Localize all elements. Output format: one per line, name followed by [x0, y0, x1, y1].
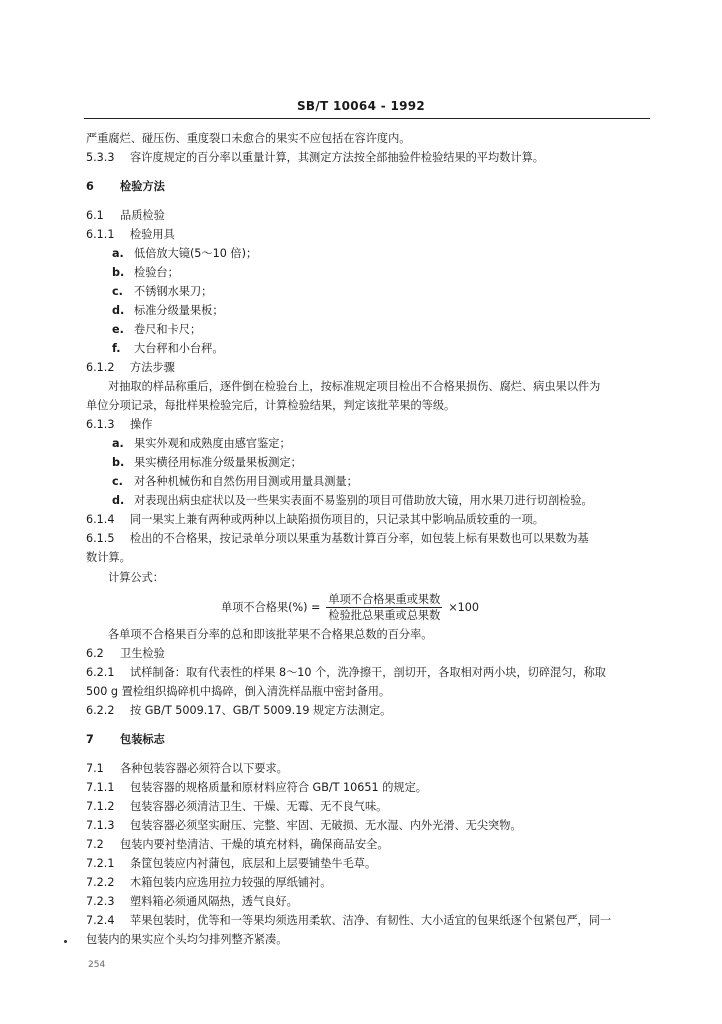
clause-6-1-4	[86, 513, 544, 527]
text-line: 单位分项记录，每批样果检验完后，计算检验结果，判定该批苹果的等级。	[86, 399, 456, 412]
clause-number: 7.1.3	[86, 819, 115, 832]
list-text: 果实外观和成熟度由感官鉴定；	[134, 437, 291, 450]
clause-7-2-2	[86, 876, 331, 890]
clause-text: 容许度规定的百分率以重量计算，其测定方法按全部抽验件检验结果的平均数计算。	[130, 151, 544, 164]
section-heading-7	[86, 733, 165, 747]
scan-mark	[64, 940, 67, 943]
clause-text: 各种包装容器必须符合以下要求。	[120, 762, 288, 775]
clause-text: 木箱包装内应选用拉力较强的厚纸铺衬。	[130, 876, 332, 889]
text-line: 包装内的果实应个头均匀排列整齐紧凑。	[86, 933, 288, 946]
standard-code-header: SB/T 10064 - 1992	[296, 99, 426, 113]
list-text: 低倍放大镜(5～10 倍)；	[134, 247, 258, 260]
list-item	[112, 285, 212, 299]
clause-number: 7.1.1	[86, 781, 115, 794]
clause-6-2-1	[86, 666, 606, 680]
list-letter: c.	[112, 475, 123, 488]
list-text: 检验台；	[134, 266, 179, 279]
clause-6-2	[86, 647, 165, 661]
list-letter: b.	[112, 456, 125, 469]
list-text: 不锈钢水果刀；	[134, 285, 213, 298]
clause-text: 检出的不合格果，按记录单分项以果重为基数计算百分率，如包装上标有果数也可以果数为基	[130, 532, 589, 545]
list-item	[112, 323, 201, 337]
clause-number: 6.1.3	[86, 418, 115, 431]
list-text: 标准分级量果板；	[134, 304, 224, 317]
formula-multiplier: ×100	[448, 600, 480, 614]
section-number: 6	[86, 180, 94, 193]
section-heading-6	[86, 180, 165, 194]
clause-number: 7.2.1	[86, 857, 115, 870]
clause-text: 包装容器必须坚实耐压、完整、牢固、无破损、无水湿、内外光滑、无尖突物。	[130, 819, 522, 832]
clause-7-2-3	[86, 895, 298, 909]
clause-text: 方法步骤	[130, 361, 175, 374]
list-letter: a.	[112, 247, 124, 260]
clause-number: 7.2.3	[86, 895, 115, 908]
clause-number: 6.2	[86, 647, 104, 660]
list-item	[112, 342, 224, 356]
clause-5-3-3	[86, 151, 544, 165]
clause-number: 7.2.2	[86, 876, 115, 889]
clause-number: 7.2.4	[86, 914, 115, 927]
clause-6-1-2	[86, 361, 175, 375]
clause-text: 包装内要衬垫清洁、干燥的填充材料，确保商品安全。	[120, 838, 389, 851]
clause-number: 7.1	[86, 762, 104, 775]
section-number: 7	[86, 733, 94, 746]
section-title: 包装标志	[120, 733, 165, 746]
list-text: 对各种机械伤和自然伤用目测或用量具测量；	[134, 475, 358, 488]
clause-6-1-5	[86, 532, 589, 546]
list-letter: d.	[112, 494, 125, 507]
list-letter: f.	[112, 342, 121, 355]
list-item	[112, 247, 257, 261]
clause-number: 6.2.1	[86, 666, 115, 679]
text-line: 500 g 置检组织捣碎机中捣碎，倒入清洗样品瓶中密封备用。	[86, 685, 391, 698]
clause-6-1-1	[86, 228, 175, 242]
clause-number: 5.3.3	[86, 151, 115, 164]
clause-7-1	[86, 762, 288, 776]
list-text: 卷尺和卡尺；	[134, 323, 202, 336]
clause-7-1-1	[86, 781, 427, 795]
formula-numerator: 单项不合格果重或果数	[328, 592, 441, 606]
clause-text: 同一果实上兼有两种或两种以上缺陷损伤项目的，只记录其中影响品质较重的一项。	[130, 513, 544, 526]
list-item	[112, 304, 224, 318]
page-number: 254	[88, 960, 106, 970]
clause-text: 包装容器必须清洁卫生、干燥、无霉、无不良气味。	[130, 800, 388, 813]
clause-6-1-3	[86, 418, 152, 432]
clause-text: 检验用具	[130, 228, 175, 241]
clause-7-2	[86, 838, 389, 852]
section-title: 检验方法	[120, 180, 165, 193]
text-line: 数计算。	[86, 551, 131, 564]
clause-number: 6.1	[86, 209, 104, 222]
list-letter: b.	[112, 266, 125, 279]
clause-number: 7.2	[86, 838, 104, 851]
clause-number: 6.1.4	[86, 513, 115, 526]
formula-denominator: 检验批总果重或总果数	[328, 608, 441, 622]
clause-text: 包装容器的规格质量和原材料应符合 GB/T 10651 的规定。	[130, 781, 427, 794]
list-item	[112, 456, 302, 470]
clause-6-1	[86, 209, 165, 223]
list-item	[112, 437, 291, 451]
list-letter: d.	[112, 304, 125, 317]
clause-text: 卫生检验	[120, 647, 165, 660]
clause-number: 6.1.5	[86, 532, 115, 545]
list-text: 大台秤和小台秤。	[134, 342, 224, 355]
formula-fraction	[326, 593, 442, 622]
list-item	[112, 475, 358, 489]
text-line: 各单项不合格果百分率的总和即该批苹果不合格果总数的百分率。	[108, 628, 433, 641]
clause-text: 苹果包装时，优等和一等果均须选用柔软、洁净、有韧性、大小适宜的包果纸逐个包紧包严，同一	[130, 914, 612, 927]
list-letter: a.	[112, 437, 124, 450]
clause-text: 品质检验	[120, 209, 165, 222]
text-line: 严重腐烂、碰压伤、重度裂口未愈合的果实不应包括在容许度内。	[86, 132, 411, 145]
formula-lhs: 单项不合格果(%) =	[221, 601, 321, 614]
list-letter: c.	[112, 285, 123, 298]
clause-text: 塑料箱必须通风隔热，透气良好。	[130, 895, 298, 908]
clause-7-2-4	[86, 914, 611, 928]
clause-6-2-2	[86, 704, 391, 718]
clause-number: 6.1.2	[86, 361, 115, 374]
clause-text: 操作	[130, 418, 153, 431]
clause-number: 6.1.1	[86, 228, 115, 241]
clause-text: 条筐包装应内衬蒲包，底层和上层要铺垫牛毛草。	[130, 857, 377, 870]
list-text: 果实横径用标准分级量果板测定；	[134, 456, 302, 469]
formula	[221, 592, 479, 622]
clause-text: 按 GB/T 5009.17、GB/T 5009.19 规定方法测定。	[130, 704, 392, 717]
clause-7-2-1	[86, 857, 376, 871]
list-letter: e.	[112, 323, 124, 336]
clause-number: 7.1.2	[86, 800, 115, 813]
text-line: 对抽取的样品称重后，逐件倒在检验台上，按标准规定项目检出不合格果损伤、腐烂、病虫果以件为	[108, 380, 601, 393]
list-item	[112, 266, 179, 280]
list-text: 对表现出病虫症状以及一些果实表面不易鉴别的项目可借助放大镜，用水果刀进行切剖检验。	[134, 494, 593, 507]
header-rule	[84, 118, 650, 119]
list-item	[112, 494, 593, 508]
text-line: 计算公式：	[108, 571, 164, 584]
clause-7-1-3	[86, 819, 522, 833]
clause-text: 试样制备：取有代表性的样果 8～10 个，洗净擦干，剖切开，各取相对两小块，切碎混匀，称取	[130, 666, 606, 679]
clause-7-1-2	[86, 800, 387, 814]
clause-number: 6.2.2	[86, 704, 115, 717]
